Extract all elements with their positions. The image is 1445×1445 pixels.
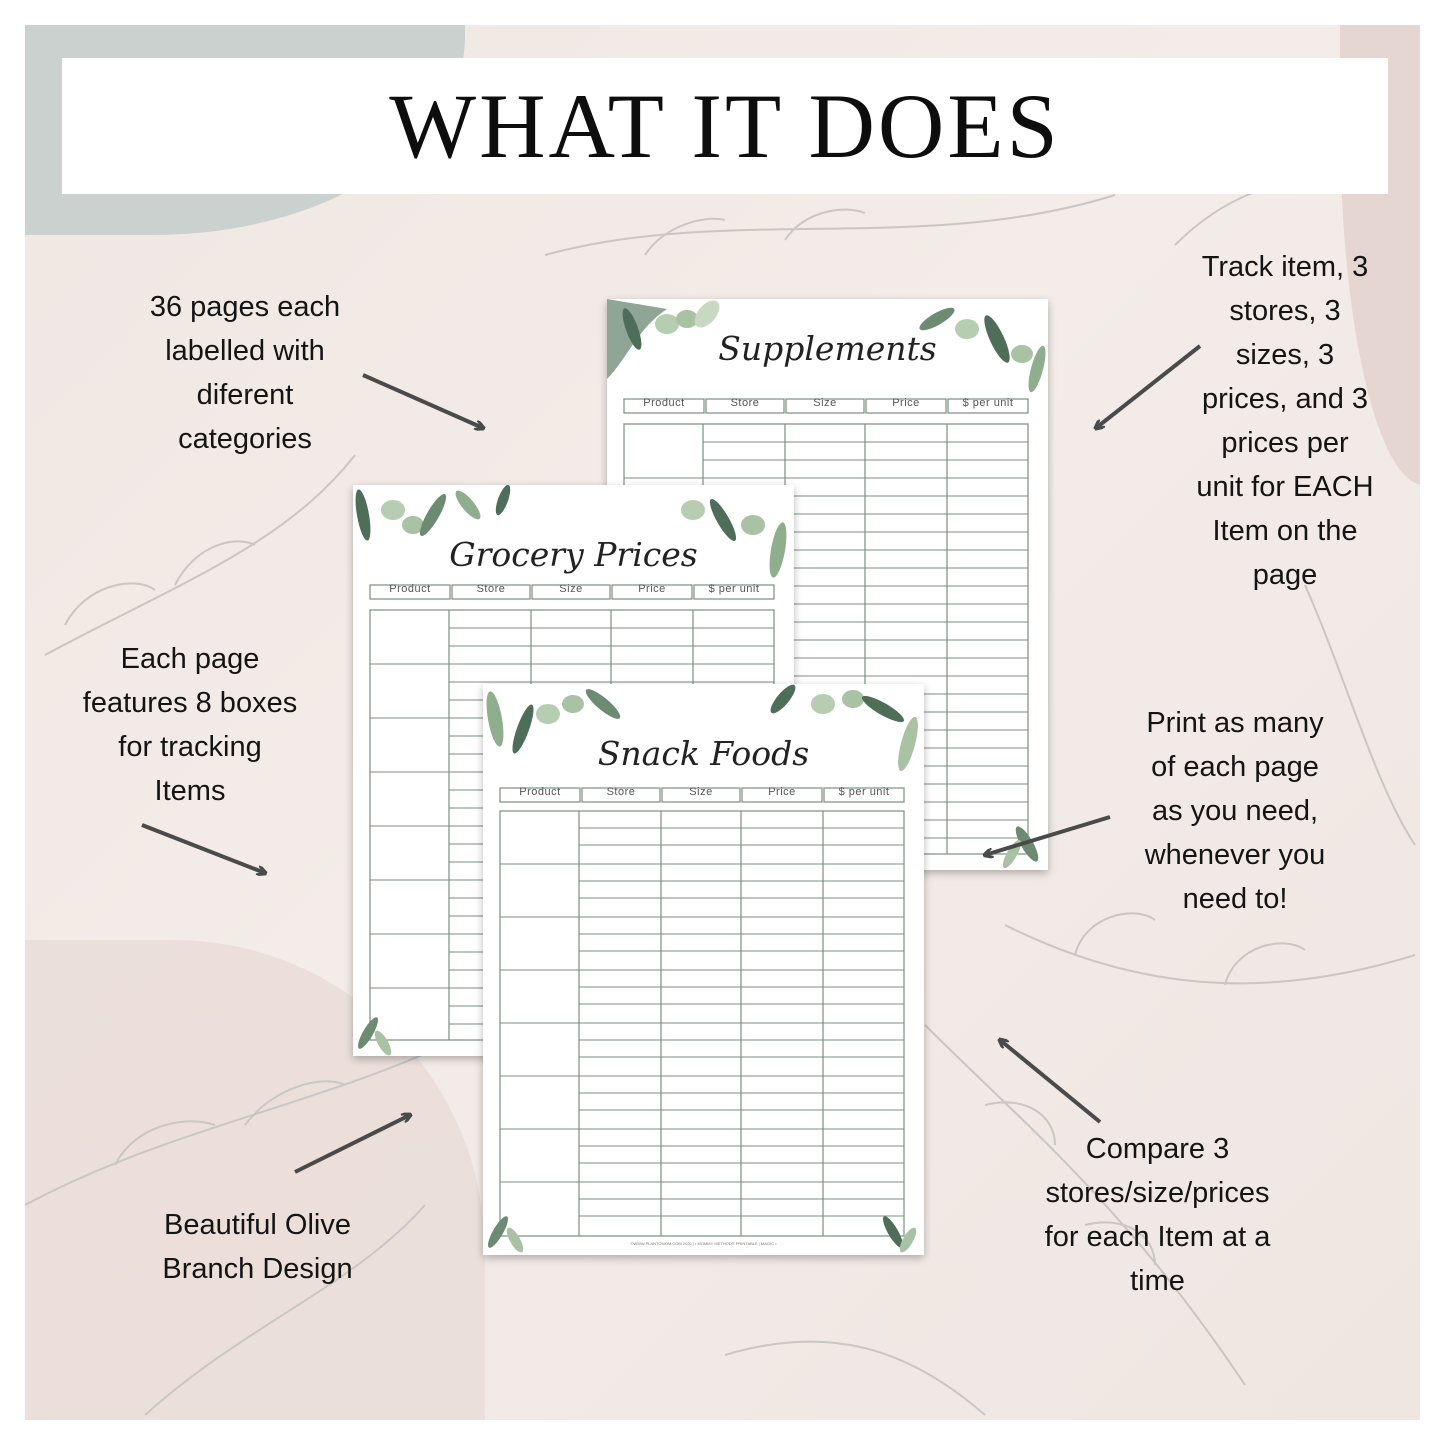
column-header: Size xyxy=(689,786,713,798)
column-header: Store xyxy=(606,786,636,798)
column-header: Price xyxy=(768,786,796,798)
sheet-title: Snack Foods xyxy=(597,734,810,773)
page-title: WHAT IT DOES xyxy=(389,75,1061,177)
callout-pages: 36 pages each labelled with diferent categories xyxy=(149,291,341,455)
column-header: Product xyxy=(519,786,561,798)
callout-track: Track item, 3 stores, 3 sizes, 3 prices, and 3 prices per unit for EACH Item on the page xyxy=(1196,251,1374,591)
column-header: Price xyxy=(892,397,920,409)
sheet-title: Supplements xyxy=(718,329,937,368)
infographic-canvas xyxy=(25,25,1420,1420)
column-header: Store xyxy=(730,397,760,409)
olive-branch-bottom-icon xyxy=(485,1214,920,1255)
column-header: Size xyxy=(813,397,837,409)
column-header: Size xyxy=(559,583,583,595)
snack-foods-sheet-preview xyxy=(483,684,924,1255)
callout-compare: Compare 3 stores/size/prices for each Item at a time xyxy=(1044,1133,1271,1297)
olive-branch-bottom-icon xyxy=(355,1015,395,1056)
olive-branch-bottom-icon xyxy=(1000,824,1043,870)
column-header: $ per unit xyxy=(962,397,1014,409)
sheet-title: Grocery Prices xyxy=(449,535,698,574)
column-header: Product xyxy=(389,583,431,595)
callout-design: Beautiful Olive Branch Design xyxy=(162,1209,353,1285)
column-header: $ per unit xyxy=(708,583,760,595)
column-header: Store xyxy=(476,583,506,595)
column-header: Price xyxy=(638,583,666,595)
callout-boxes: Each page features 8 boxes for tracking Items xyxy=(82,643,298,807)
title-banner xyxy=(62,58,1388,194)
sheet-footer: ©WWW.PLANTOMOM.COM 2020 | • MOMMY METHOD® PRINTABLE | MAGIC • xyxy=(630,1241,777,1246)
column-header: Product xyxy=(643,397,685,409)
column-header: $ per unit xyxy=(838,786,890,798)
callout-print: Print as many of each page as you need, whenever you need to! xyxy=(1144,707,1326,915)
